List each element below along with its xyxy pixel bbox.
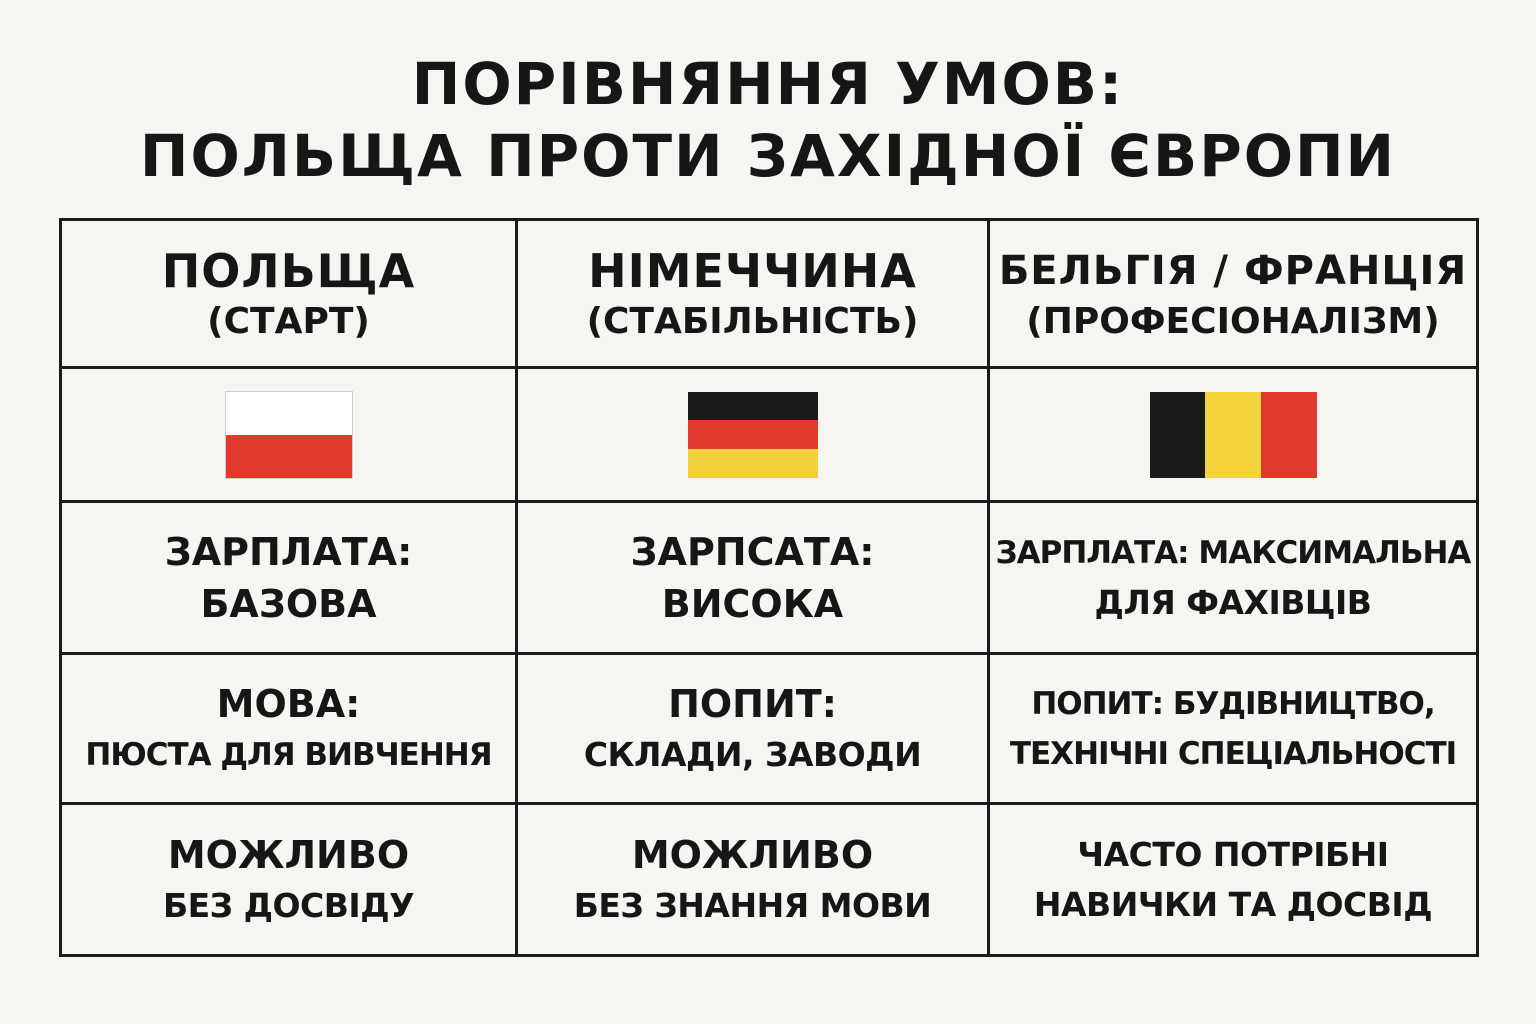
language-cell-poland xyxy=(61,654,517,804)
poland-flag-icon xyxy=(225,391,353,479)
flag-stripe xyxy=(226,392,352,435)
requirements-cell-germany xyxy=(517,804,989,956)
demand-label: ПОПИТ: xyxy=(668,681,837,726)
page-title xyxy=(0,48,1536,192)
flag-cell-poland xyxy=(61,368,517,502)
language-value: ПЮСТА ДЛЯ ВИВЧЕННЯ xyxy=(85,736,492,773)
flag-stripe xyxy=(688,392,818,421)
column-subtitle: (ПРОФЕСІОНАЛІЗМ) xyxy=(1026,300,1440,342)
column-title: НІМЕЧЧИНА xyxy=(588,243,917,298)
requirements-line-2: БЕЗ ЗНАННЯ МОВИ xyxy=(573,885,932,925)
salary-label: ЗАРПСАТА: xyxy=(630,529,875,574)
demand-label: ПОПИТ: БУДІВНИЦТВО, xyxy=(1031,685,1435,722)
demand-value: СКЛАДИ, ЗАВОДИ xyxy=(583,734,922,774)
table-row-requirements xyxy=(61,804,1478,956)
salary-value: ДЛЯ ФАХІВЦІВ xyxy=(1094,582,1372,622)
salary-value: БАЗОВА xyxy=(200,581,377,626)
page-title-line-1: ПОРІВНЯННЯ УМОВ: xyxy=(411,50,1125,118)
demand-cell-belgium-france xyxy=(989,654,1478,804)
comparison-table xyxy=(59,218,1479,957)
header-cell-poland xyxy=(61,220,517,368)
page-title-line-2: ПОЛЬЩА ПРОТИ ЗАХІДНОЇ ЄВРОПИ xyxy=(139,122,1397,190)
salary-value: ВИСОКА xyxy=(661,581,844,626)
flag-stripe xyxy=(688,420,818,449)
flag-cell-belgium xyxy=(989,368,1478,502)
header-cell-germany xyxy=(517,220,989,368)
demand-value: ТЕХНІЧНІ СПЕЦІАЛЬНОСТІ xyxy=(1009,735,1457,772)
requirements-line-2: БЕЗ ДОСВІДУ xyxy=(162,885,415,925)
salary-cell-poland xyxy=(61,502,517,654)
table-row-language-demand xyxy=(61,654,1478,804)
salary-label: ЗАРПЛАТА: xyxy=(164,529,413,574)
column-title: БЕЛЬГІЯ / ФРАНЦІЯ xyxy=(998,247,1468,294)
flag-stripe xyxy=(1261,392,1317,478)
table-row-headers xyxy=(61,220,1478,368)
belgium-flag-icon xyxy=(1150,392,1317,478)
salary-cell-germany xyxy=(517,502,989,654)
requirements-line-1: МОЖЛИВО xyxy=(631,832,874,877)
requirements-line-1: МОЖЛИВО xyxy=(167,832,410,877)
salary-label: ЗАРПЛАТА: МАКСИМАЛЬНА xyxy=(995,534,1471,571)
table-row-salary xyxy=(61,502,1478,654)
requirements-cell-poland xyxy=(61,804,517,956)
flag-cell-germany xyxy=(517,368,989,502)
flag-stripe xyxy=(1150,392,1206,478)
flag-stripe xyxy=(688,449,818,478)
demand-cell-germany xyxy=(517,654,989,804)
requirements-line-1: ЧАСТО ПОТРІБНІ xyxy=(1077,834,1389,874)
language-label: МОВА: xyxy=(216,681,361,726)
column-subtitle: (СТАРТ) xyxy=(207,300,370,342)
salary-cell-belgium-france xyxy=(989,502,1478,654)
germany-flag-icon xyxy=(688,392,818,478)
requirements-cell-belgium-france xyxy=(989,804,1478,956)
column-subtitle: (СТАБІЛЬНІСТЬ) xyxy=(586,300,919,342)
header-cell-belgium-france xyxy=(989,220,1478,368)
table-row-flags xyxy=(61,368,1478,502)
column-title: ПОЛЬЩА xyxy=(161,243,416,298)
requirements-line-2: НАВИЧКИ ТА ДОСВІД xyxy=(1033,884,1433,924)
flag-stripe xyxy=(226,435,352,478)
flag-stripe xyxy=(1205,392,1261,478)
